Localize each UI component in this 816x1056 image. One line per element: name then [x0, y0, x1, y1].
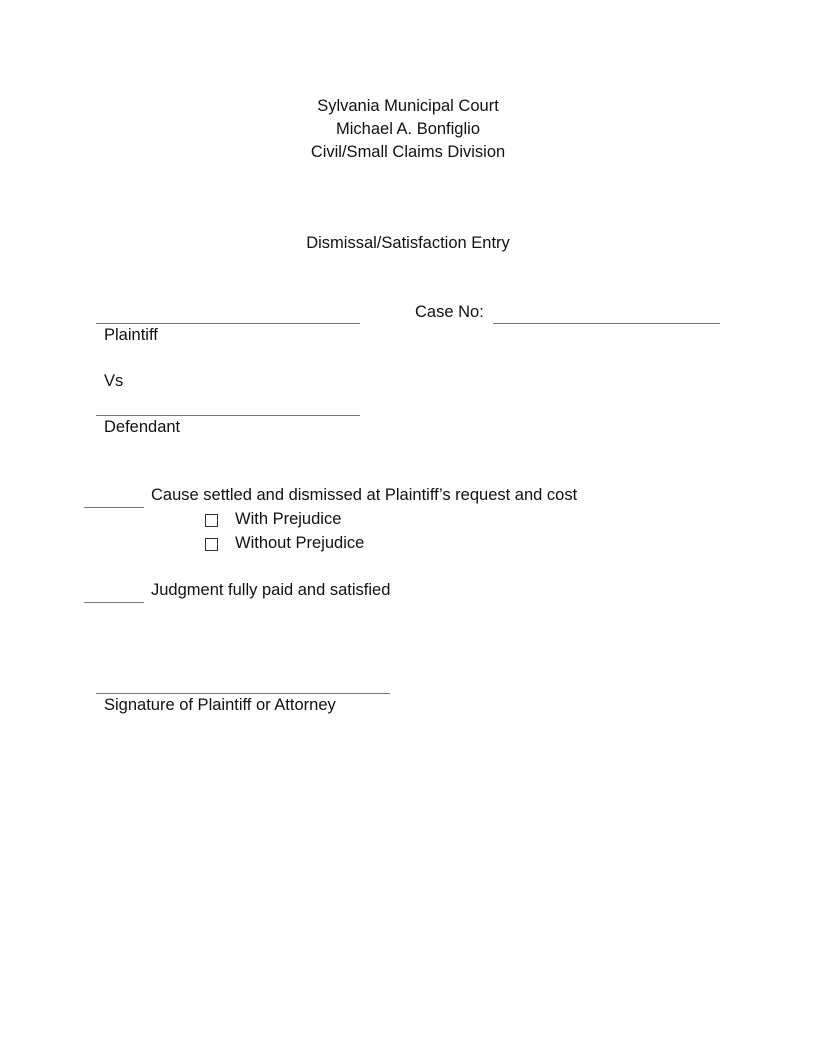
defendant-label: Defendant — [104, 418, 181, 436]
signature-label: Signature of Plaintiff or Attorney — [104, 696, 336, 714]
with-prejudice-label: With Prejudice — [235, 510, 342, 528]
plaintiff-field[interactable] — [96, 323, 360, 324]
form-title: Dismissal/Satisfaction Entry — [306, 234, 510, 252]
court-name: Sylvania Municipal Court — [317, 97, 499, 115]
judge-name: Michael A. Bonfiglio — [336, 120, 480, 138]
division-name: Civil/Small Claims Division — [310, 143, 506, 161]
plaintiff-label: Plaintiff — [104, 326, 158, 344]
case-no-field[interactable] — [493, 323, 720, 324]
without-prejudice-label: Without Prejudice — [235, 534, 365, 552]
with-prejudice-checkbox[interactable] — [205, 514, 218, 527]
without-prejudice-checkbox[interactable] — [205, 538, 218, 551]
satisfied-initial-field[interactable] — [84, 602, 144, 603]
dismissed-option-label: Cause settled and dismissed at Plaintiff’s request and cost — [151, 486, 578, 504]
case-no-label: Case No: — [415, 303, 484, 321]
defendant-field[interactable] — [96, 415, 360, 416]
dismissed-initial-field[interactable] — [84, 507, 144, 508]
signature-field[interactable] — [96, 693, 390, 694]
vs-label: Vs — [104, 372, 124, 390]
satisfied-option-label: Judgment fully paid and satisfied — [151, 581, 391, 599]
